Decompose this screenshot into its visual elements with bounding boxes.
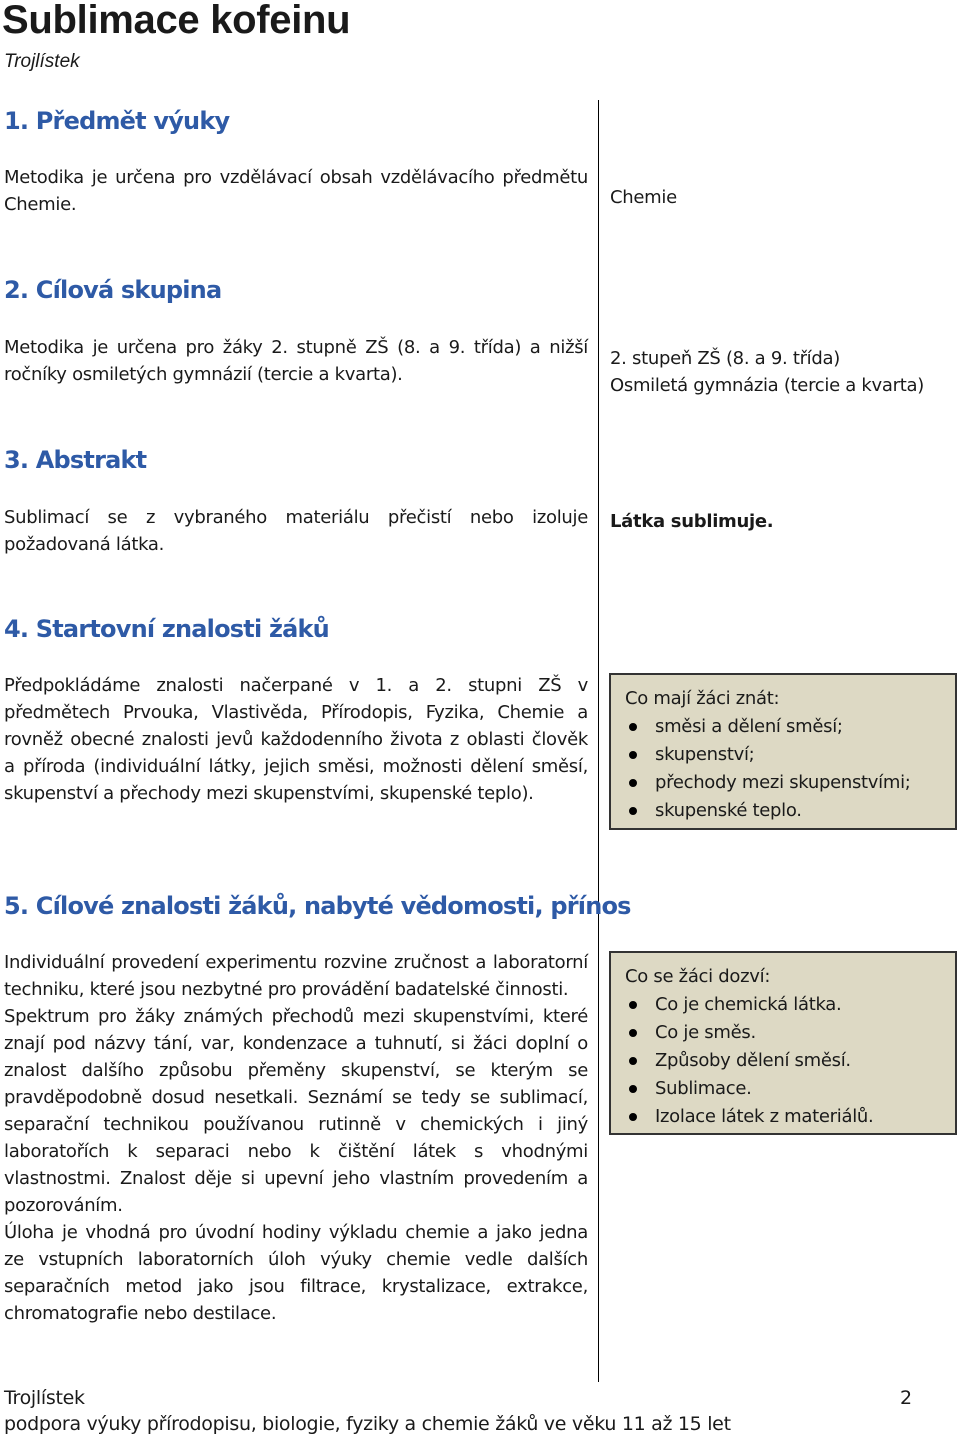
document-subtitle: Trojlístek — [4, 51, 80, 72]
prior-knowledge-box — [609, 673, 957, 830]
section-2-body: Metodika je určena pro žáky 2. stupně ZŠ (8. a 9. třída) a nižší ročníky osmiletých gymnázií (tercie a kvarta). — [4, 337, 588, 385]
page-number: 2 — [900, 1387, 913, 1409]
section-1-body: Metodika je určena pro vzdělávací obsah vzdělávacího předmětu Chemie. — [4, 167, 588, 215]
section-2-aside-line2: Osmiletá gymnázia (tercie a kvarta) — [610, 375, 924, 396]
column-divider — [598, 100, 599, 1382]
footer-line-2: podpora výuky přírodopisu, biologie, fyziky a chemie žáků ve věku 11 až 15 let — [4, 1413, 731, 1435]
list-item: Způsoby dělení směsí. — [625, 1047, 941, 1075]
section-4-body: Předpokládáme znalosti načerpané v 1. a 2. stupni ZŠ v předmětech Prvouka, Vlastivěda, Přírodopis, Fyzika, Chemie a rovněž obecné znalosti jevů každodenního života z oblasti člověk a příroda (individuální látky, jejich směsi, možnosti dělení směsí, skupenství a přechody mezi skupenstvími, skupenské teplo). — [4, 675, 588, 804]
list-item: Izolace látek z materiálů. — [625, 1103, 941, 1131]
list-item: Co je směs. — [625, 1019, 941, 1047]
list-item: směsi a dělení směsí; — [625, 713, 941, 741]
list-item: skupenství; — [625, 741, 941, 769]
list-item: Sublimace. — [625, 1075, 941, 1103]
list-item: přechody mezi skupenstvími; — [625, 769, 941, 797]
section-5-paragraph-1: Individuální provedení experimentu rozvine zručnost a laboratorní techniku, které jsou nezbytné pro provádění badatelské činnosti. — [4, 952, 588, 1000]
section-3-body: Sublimací se z vybraného materiálu přečistí nebo izoluje požadovaná látka. — [4, 507, 588, 555]
footer-left: Trojlístek — [4, 1387, 85, 1409]
section-3-aside: Látka sublimuje. — [610, 511, 774, 532]
learning-outcomes-box — [609, 951, 957, 1135]
learning-outcomes-list — [625, 991, 941, 1131]
section-3-heading: 3. Abstrakt — [4, 446, 147, 474]
prior-knowledge-list — [625, 713, 941, 825]
section-2-heading: 2. Cílová skupina — [4, 276, 222, 304]
section-1-aside: Chemie — [610, 187, 677, 208]
list-item: Co je chemická látka. — [625, 991, 941, 1019]
section-5-paragraph-2: Spektrum pro žáky známých přechodů mezi skupenstvími, které znají pod názvy tání, var, kondenzace a tuhnutí, si žáci doplní o znalost dalšího způsobu přeměny skupenství, se kterým se pravděpodobně dosud nesetkali. Seznámí se tedy se sublimací, separační technikou používanou rutinně v chemických i jiný laboratořích k separaci nebo k čištění látek s vhodnými vlastnostmi. Znalost děje si upevní jeho vlastním provedením a pozorováním. — [4, 1006, 588, 1216]
learning-outcomes-box-title: Co se žáci dozví: — [625, 966, 771, 987]
section-1-heading: 1. Předmět výuky — [4, 107, 230, 135]
section-2-aside-line1: 2. stupeň ZŠ (8. a 9. třída) — [610, 348, 840, 369]
section-5-body — [4, 949, 588, 1327]
prior-knowledge-box-title: Co mají žáci znát: — [625, 688, 780, 709]
section-5-heading: 5. Cílové znalosti žáků, nabyté vědomosti, přínos — [4, 892, 631, 920]
section-5-paragraph-3: Úloha je vhodná pro úvodní hodiny výkladu chemie a jako jedna ze vstupních laboratorních úloh výuky chemie vedle dalších separačních metod jako jsou filtrace, krystalizace, extrakce, chromatografie nebo destilace. — [4, 1222, 588, 1324]
section-4-heading: 4. Startovní znalosti žáků — [4, 615, 329, 643]
list-item: skupenské teplo. — [625, 797, 941, 825]
document-title: Sublimace kofeinu — [2, 0, 351, 42]
